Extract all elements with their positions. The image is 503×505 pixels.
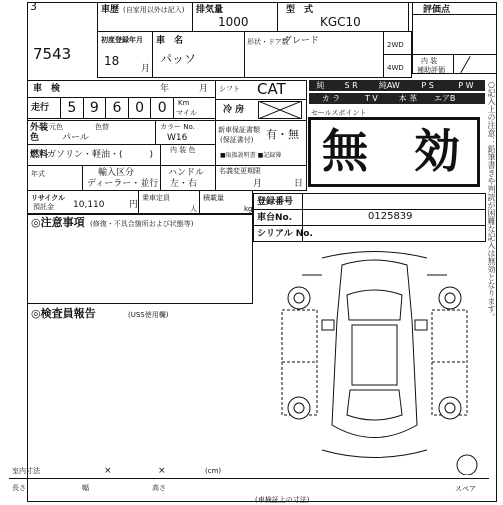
wheel-rear-left bbox=[288, 397, 310, 419]
load-unit: kg bbox=[244, 205, 253, 213]
corner-mark: 3 bbox=[30, 0, 37, 13]
inspector-note: (USS使用欄) bbox=[128, 311, 169, 319]
interior-label: 内 装 bbox=[421, 57, 438, 65]
side-instruction-text: ○記入上の注意：鉛筆書きや判読が困難な記入は無効となります。 bbox=[487, 80, 496, 321]
capacity-unit: 人 bbox=[190, 205, 197, 213]
handle-value: 左・右 bbox=[170, 179, 198, 189]
fuel-label: 燃料 bbox=[30, 150, 49, 160]
model-label: 型 式 bbox=[286, 5, 314, 15]
mileage-digit: 6 bbox=[105, 98, 128, 118]
load-label: 積載量 bbox=[203, 194, 224, 202]
color-note-label: 色替 bbox=[95, 123, 109, 131]
exterior-label: 補助評価 bbox=[417, 66, 445, 74]
equipment-item: 本 革 bbox=[398, 94, 418, 103]
sales-point-label: セールスポイント bbox=[311, 109, 367, 117]
caution-note: (修復・不具合箇所および状態等) bbox=[90, 220, 194, 228]
invalid-stamp: 無 効 bbox=[322, 124, 460, 178]
new-car-warranty-label: 新車保証書類 bbox=[218, 126, 260, 134]
shaken-year: 年 bbox=[160, 84, 170, 94]
capacity-label: 乗車定員 bbox=[142, 194, 170, 202]
model-value: KGC10 bbox=[320, 15, 361, 29]
displacement-label: 排気量 bbox=[196, 5, 224, 15]
mileage-digits bbox=[60, 98, 174, 118]
recycle-unit: 円 bbox=[129, 200, 139, 210]
first-reg-label: 初度登録年月 bbox=[101, 36, 143, 44]
bottom-note: (車検証上の寸法) bbox=[255, 496, 310, 504]
warranty-value: 有・無 bbox=[266, 128, 299, 141]
grade-label: グレード bbox=[283, 36, 320, 46]
spare-tire-icon bbox=[457, 455, 477, 475]
fuel-value: ガソリン・軽油・( ) bbox=[47, 150, 154, 160]
name-change-day: 日 bbox=[294, 179, 304, 189]
first-reg-unit: 月 bbox=[141, 64, 151, 74]
car-name-label: 車 名 bbox=[156, 36, 184, 46]
car-damage-diagram bbox=[262, 250, 487, 475]
import-value: ディーラー・並行 bbox=[87, 179, 159, 189]
exterior-label: 外装 bbox=[30, 123, 49, 133]
recycle-label: リサイクル bbox=[31, 194, 66, 202]
recycle-value: 10,110 bbox=[73, 200, 105, 210]
caution-label: ◎注意事項 bbox=[31, 216, 85, 229]
serial-label: シリアル No. bbox=[257, 229, 313, 239]
equipment-item: 純 bbox=[316, 81, 325, 90]
dim-unit: (cm) bbox=[205, 467, 222, 475]
name-change-label: 名義変更期限 bbox=[219, 167, 261, 175]
equipment-item: 純AW bbox=[378, 81, 400, 90]
chassis-no-label: 車台No. bbox=[257, 213, 293, 223]
mileage-digit: 9 bbox=[83, 98, 106, 118]
history-note: (自家用以外は記入) bbox=[123, 6, 185, 14]
ac-label: 冷 房 bbox=[223, 105, 245, 115]
mileage-unit-mile: マイル bbox=[176, 109, 197, 117]
color-no-label: カラー No. bbox=[160, 123, 195, 131]
car-name-value: パッソ bbox=[160, 52, 197, 66]
color-value: パール bbox=[62, 133, 89, 143]
length-label: 長さ bbox=[12, 484, 26, 492]
ac-cross-mark bbox=[258, 101, 302, 119]
shaken-label: 車 検 bbox=[33, 84, 61, 94]
warranty-sub: ■取扱説明書 ■記録簿 bbox=[220, 152, 282, 159]
equipment-item: カ ラ bbox=[321, 94, 341, 103]
equipment-row-1 bbox=[309, 80, 485, 91]
equipment-item: P W bbox=[458, 81, 474, 90]
year-label: 年式 bbox=[31, 170, 45, 178]
mileage-digit: 0 bbox=[150, 98, 174, 118]
shift-label: シフト bbox=[219, 85, 240, 93]
equipment-item: S R bbox=[344, 81, 358, 90]
chassis-no-value: 0125839 bbox=[368, 211, 413, 222]
height-label: 高さ bbox=[152, 484, 166, 492]
dim-cross-1: × bbox=[104, 466, 112, 476]
wheel-front-left bbox=[288, 287, 310, 309]
equipment-row-2 bbox=[309, 93, 485, 104]
recycle-sub-label: 預託金 bbox=[33, 203, 54, 211]
interior-color-label: 内 装 色 bbox=[170, 146, 196, 154]
warranty-note: (保証書付) bbox=[220, 136, 254, 144]
width-label: 幅 bbox=[82, 484, 89, 492]
mileage-unit-km: Km bbox=[178, 99, 190, 107]
mileage-digit: 0 bbox=[128, 98, 151, 118]
import-label: 輸入区分 bbox=[98, 168, 135, 178]
equipment-item bbox=[463, 93, 485, 104]
displacement-value: 1000 bbox=[218, 15, 249, 29]
wheel-rear-right bbox=[439, 397, 461, 419]
dim-cross-2: × bbox=[158, 466, 166, 476]
reg-no-label: 登録番号 bbox=[257, 197, 294, 207]
rating-label: 評価点 bbox=[423, 5, 451, 15]
body-label: 形状・ドア数 bbox=[247, 38, 289, 46]
handle-label: ハンドル bbox=[168, 168, 205, 178]
drive-4wd: 4WD bbox=[387, 64, 404, 72]
lot-number: 7543 bbox=[33, 45, 72, 63]
inspector-label: ◎検査員報告 bbox=[31, 307, 96, 320]
wheel-front-right bbox=[439, 287, 461, 309]
spare-label: スペア bbox=[455, 485, 476, 493]
equipment-item: P S bbox=[421, 81, 434, 90]
mileage-label: 走行 bbox=[31, 103, 50, 113]
shaken-month: 月 bbox=[199, 84, 209, 94]
shift-value: CAT bbox=[257, 80, 286, 98]
name-change-month: 月 bbox=[253, 179, 263, 189]
color-no-value: W16 bbox=[167, 133, 188, 143]
mileage-digit: 5 bbox=[60, 98, 83, 118]
history-label: 車歴 bbox=[101, 5, 120, 15]
equipment-item: エアB bbox=[433, 94, 456, 103]
equipment-item: T V bbox=[364, 94, 378, 103]
original-color-label: 元色 bbox=[49, 123, 63, 131]
color-label: 色 bbox=[30, 133, 40, 143]
drive-2wd: 2WD bbox=[387, 41, 404, 49]
first-reg-value: 18 bbox=[104, 54, 120, 68]
interior-dim-label: 室内寸法 bbox=[12, 467, 40, 475]
